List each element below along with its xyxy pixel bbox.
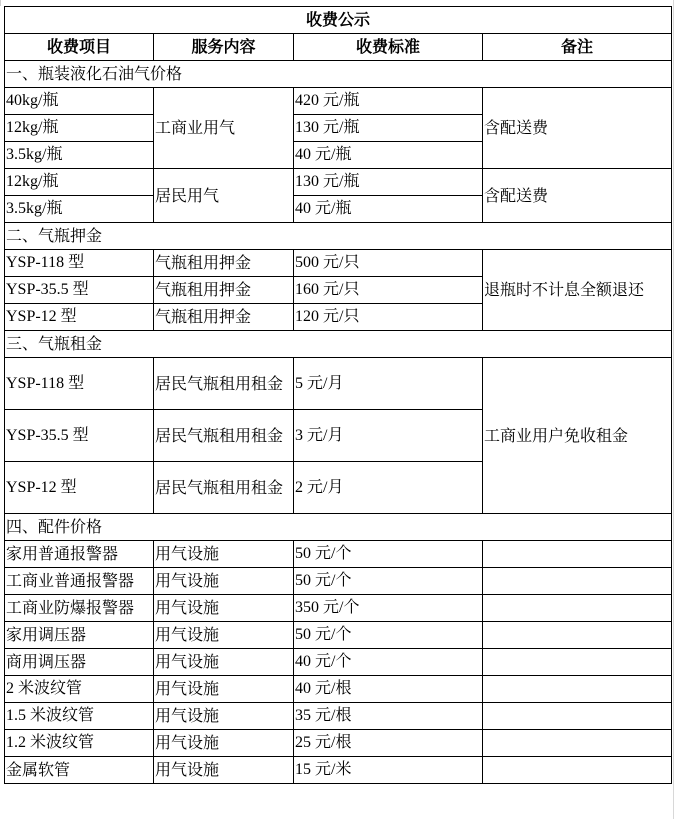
note-cell	[483, 622, 672, 649]
service-cell: 居民气瓶租用租金	[154, 462, 294, 514]
item-cell: YSP-12 型	[5, 462, 154, 514]
table-row	[5, 730, 672, 757]
item-cell: 商用调压器	[5, 649, 154, 676]
note-cell	[483, 541, 672, 568]
price-cell: 420 元/瓶	[294, 88, 483, 115]
section-heading-row	[5, 61, 672, 88]
header-service: 服务内容	[154, 34, 294, 61]
price-cell: 40 元/个	[294, 649, 483, 676]
item-cell: 1.5 米波纹管	[5, 703, 154, 730]
note-cell	[483, 703, 672, 730]
item-cell: 1.2 米波纹管	[5, 730, 154, 757]
header-row	[5, 34, 672, 61]
item-cell: YSP-12 型	[5, 304, 154, 331]
note-cell: 退瓶时不计息全额退还	[483, 250, 672, 331]
page-edge-right	[673, 0, 674, 819]
section-heading: 二、气瓶押金	[5, 223, 672, 250]
note-cell	[483, 757, 672, 784]
item-cell: 12kg/瓶	[5, 115, 154, 142]
price-cell: 120 元/只	[294, 304, 483, 331]
price-cell: 35 元/根	[294, 703, 483, 730]
table-row	[5, 541, 672, 568]
item-cell: 12kg/瓶	[5, 169, 154, 196]
table-row	[5, 757, 672, 784]
service-cell: 气瓶租用押金	[154, 250, 294, 277]
table-row	[5, 358, 672, 410]
price-cell: 5 元/月	[294, 358, 483, 410]
item-cell: 工商业防爆报警器	[5, 595, 154, 622]
section-heading: 三、气瓶租金	[5, 331, 672, 358]
header-item: 收费项目	[5, 34, 154, 61]
table-row	[5, 622, 672, 649]
table-row	[5, 250, 672, 277]
price-cell: 500 元/只	[294, 250, 483, 277]
section-heading-row	[5, 331, 672, 358]
table-row	[5, 88, 672, 115]
item-cell: 工商业普通报警器	[5, 568, 154, 595]
fee-table	[4, 6, 672, 784]
section-heading: 一、瓶装液化石油气价格	[5, 61, 672, 88]
service-cell: 气瓶租用押金	[154, 304, 294, 331]
header-note: 备注	[483, 34, 672, 61]
table-row	[5, 649, 672, 676]
item-cell: 40kg/瓶	[5, 88, 154, 115]
title-row	[5, 7, 672, 34]
note-cell	[483, 676, 672, 703]
note-cell	[483, 595, 672, 622]
note-cell	[483, 568, 672, 595]
price-cell: 130 元/瓶	[294, 115, 483, 142]
service-cell: 居民用气	[154, 169, 294, 223]
page-edge-left	[0, 0, 1, 6]
header-price: 收费标准	[294, 34, 483, 61]
item-cell: 3.5kg/瓶	[5, 196, 154, 223]
price-cell: 25 元/根	[294, 730, 483, 757]
table-row	[5, 676, 672, 703]
service-cell: 工商业用气	[154, 88, 294, 169]
price-cell: 130 元/瓶	[294, 169, 483, 196]
service-cell: 居民气瓶租用租金	[154, 358, 294, 410]
service-cell: 居民气瓶租用租金	[154, 410, 294, 462]
price-cell: 50 元/个	[294, 622, 483, 649]
price-cell: 15 元/米	[294, 757, 483, 784]
section-heading-row	[5, 223, 672, 250]
note-cell	[483, 649, 672, 676]
item-cell: 金属软管	[5, 757, 154, 784]
item-cell: YSP-118 型	[5, 358, 154, 410]
item-cell: 家用普通报警器	[5, 541, 154, 568]
service-cell: 气瓶租用押金	[154, 277, 294, 304]
service-cell: 用气设施	[154, 757, 294, 784]
price-cell: 350 元/个	[294, 595, 483, 622]
table-row	[5, 703, 672, 730]
price-cell: 50 元/个	[294, 541, 483, 568]
note-cell: 工商业用户免收租金	[483, 358, 672, 514]
service-cell: 用气设施	[154, 730, 294, 757]
item-cell: YSP-118 型	[5, 250, 154, 277]
table-row	[5, 568, 672, 595]
service-cell: 用气设施	[154, 541, 294, 568]
item-cell: 家用调压器	[5, 622, 154, 649]
table-row	[5, 595, 672, 622]
service-cell: 用气设施	[154, 703, 294, 730]
service-cell: 用气设施	[154, 568, 294, 595]
table-row	[5, 169, 672, 196]
note-cell: 含配送费	[483, 88, 672, 169]
service-cell: 用气设施	[154, 595, 294, 622]
note-cell	[483, 730, 672, 757]
price-cell: 50 元/个	[294, 568, 483, 595]
price-cell: 40 元/根	[294, 676, 483, 703]
section-heading: 四、配件价格	[5, 514, 672, 541]
item-cell: YSP-35.5 型	[5, 277, 154, 304]
service-cell: 用气设施	[154, 676, 294, 703]
price-cell: 40 元/瓶	[294, 142, 483, 169]
item-cell: 3.5kg/瓶	[5, 142, 154, 169]
price-cell: 160 元/只	[294, 277, 483, 304]
table-title: 收费公示	[5, 7, 672, 34]
price-cell: 3 元/月	[294, 410, 483, 462]
price-cell: 2 元/月	[294, 462, 483, 514]
note-cell: 含配送费	[483, 169, 672, 223]
item-cell: 2 米波纹管	[5, 676, 154, 703]
service-cell: 用气设施	[154, 622, 294, 649]
service-cell: 用气设施	[154, 649, 294, 676]
item-cell: YSP-35.5 型	[5, 410, 154, 462]
price-cell: 40 元/瓶	[294, 196, 483, 223]
section-heading-row	[5, 514, 672, 541]
